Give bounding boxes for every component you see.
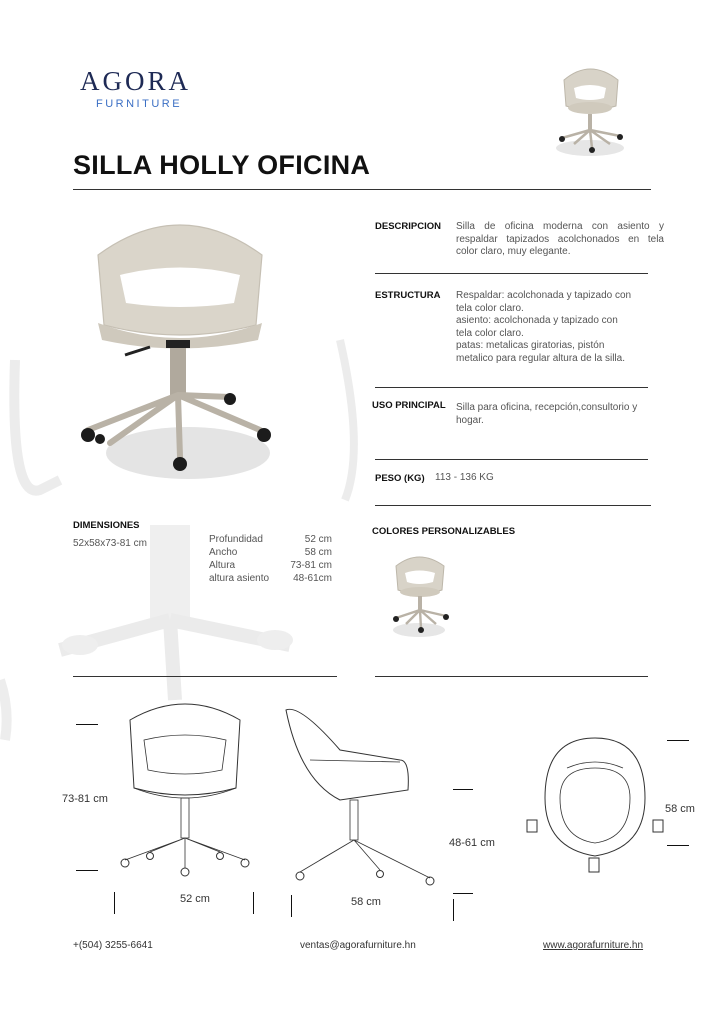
footer-phone: +(504) 3255-6641 <box>73 940 153 951</box>
brand-logo: AGORA <box>80 66 192 96</box>
measure-tick <box>667 740 689 741</box>
estructura-line: tela color claro. <box>456 302 524 314</box>
dimensiones-summary: 52x58x73-81 cm <box>73 538 147 549</box>
measure-tick <box>76 724 98 725</box>
measure-tick <box>114 892 115 914</box>
spec-divider <box>375 505 651 506</box>
spec-divider <box>375 459 648 460</box>
page-title: SILLA HOLLY OFICINA <box>73 150 371 180</box>
top-width-measure-label: 58 cm <box>665 803 695 815</box>
side-view-drawing <box>280 700 450 900</box>
section-divider <box>73 676 337 677</box>
height-measure-label: 73-81 cm <box>62 793 108 805</box>
descripcion-text: Silla de oficina moderna con asiento y respaldar tapizados acolchonados en tela color claro, muy elegante. <box>456 221 664 257</box>
uso-text: Silla para oficina, recepción,consultorio y hogar. <box>456 402 638 426</box>
measure-tick <box>453 789 473 790</box>
peso-label: PESO (KG) <box>375 473 425 484</box>
measure-tick <box>667 845 689 846</box>
estructura-line: metalico para regular altura de la silla. <box>456 352 625 364</box>
measure-tick <box>453 893 473 894</box>
seat-height-measure-label: 48-61 cm <box>449 837 495 849</box>
dimension-row: altura asiento 48-61cm <box>209 573 332 584</box>
chair-thumbnail-image <box>552 58 632 160</box>
footer-website-link[interactable]: www.agorafurniture.hn <box>543 940 644 951</box>
measure-tick <box>76 870 98 871</box>
footer-email[interactable]: ventas@agorafurniture.hn <box>300 940 416 951</box>
estructura-line: asiento: acolchonada y tapizado con <box>456 315 618 326</box>
measure-tick <box>453 899 454 921</box>
section-divider <box>375 676 648 677</box>
uso-label: USO PRINCIPAL <box>372 400 446 411</box>
estructura-line: patas: metalicas giratorias, pistón <box>456 340 605 351</box>
width-measure-label: 52 cm <box>180 893 210 905</box>
color-swatch-chair-image <box>388 548 452 640</box>
title-divider <box>73 189 651 190</box>
spec-divider <box>375 387 648 388</box>
brand-tagline: FURNITURE <box>96 98 183 110</box>
top-view-drawing <box>525 728 665 883</box>
main-chair-image <box>70 205 345 490</box>
descripcion-label: DESCRIPCION <box>375 221 441 232</box>
depth-measure-label: 58 cm <box>351 896 381 908</box>
estructura-label: ESTRUCTURA <box>375 290 441 301</box>
measure-tick <box>253 892 254 914</box>
estructura-text <box>456 290 666 365</box>
spec-divider <box>375 273 648 274</box>
estructura-line: tela color claro. <box>456 327 524 339</box>
measure-tick <box>291 895 292 917</box>
estructura-line: Respaldar: acolchonada y tapizado con <box>456 290 632 301</box>
dimension-row: Ancho 58 cm <box>209 547 332 558</box>
dimension-row: Altura 73-81 cm <box>209 560 332 571</box>
dimensions-table <box>209 533 332 585</box>
front-view-drawing <box>110 700 260 900</box>
dimension-row: Profundidad 52 cm <box>209 534 332 545</box>
peso-value: 113 - 136 KG <box>435 472 494 483</box>
dimensiones-label: DIMENSIONES <box>73 520 140 531</box>
colores-label: COLORES PERSONALIZABLES <box>372 526 516 537</box>
